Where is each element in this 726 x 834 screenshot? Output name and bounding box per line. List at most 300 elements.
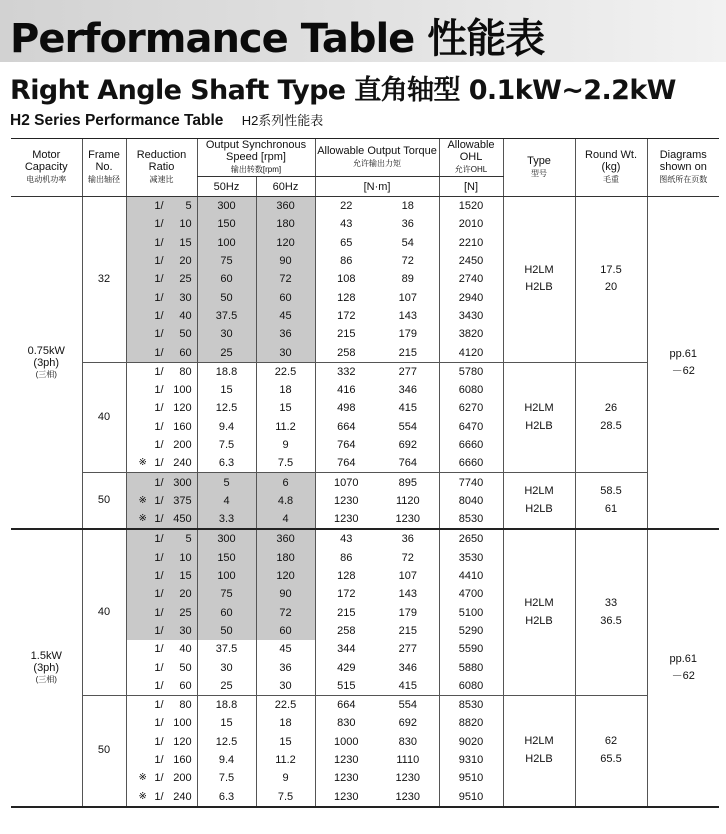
ohl-cell: 5290 bbox=[439, 622, 503, 640]
footnote-mark: ※ bbox=[138, 790, 147, 802]
weight-value: 58.5 bbox=[600, 485, 622, 498]
speed-50hz-cell: 15 bbox=[197, 714, 256, 732]
type-value: H2LM bbox=[524, 485, 554, 498]
speed-60hz-cell: 180 bbox=[256, 215, 315, 233]
torque-50hz-cell: 258 bbox=[315, 622, 377, 640]
motor-capacity-value: 1.5kW (3ph) bbox=[30, 650, 62, 675]
ratio-value bbox=[131, 347, 191, 359]
col-output-torque bbox=[315, 139, 439, 177]
ohl-cell: 6660 bbox=[439, 454, 503, 473]
performance-table-body bbox=[11, 197, 719, 807]
reduction-ratio-cell bbox=[126, 567, 197, 585]
speed-60hz-cell: 72 bbox=[256, 604, 315, 622]
reduction-ratio-cell bbox=[126, 696, 197, 715]
reduction-ratio-cell bbox=[126, 585, 197, 603]
col-speed-label-cn: 输出转数[rpm] bbox=[230, 165, 282, 174]
weight-value: 65.5 bbox=[600, 752, 622, 765]
ratio-denominator: 160 bbox=[173, 420, 192, 433]
type-value: H2LB bbox=[525, 502, 553, 515]
type-value: H2LB bbox=[525, 281, 553, 294]
ratio-denominator: 20 bbox=[179, 588, 192, 601]
torque-50hz-cell: 332 bbox=[315, 362, 377, 381]
speed-60hz-cell: 15 bbox=[256, 733, 315, 751]
speed-60hz-cell: 36 bbox=[256, 325, 315, 343]
torque-60hz-cell: 179 bbox=[398, 328, 417, 341]
ratio-value bbox=[131, 366, 191, 378]
torque-60hz-cell: 72 bbox=[401, 255, 414, 268]
ratio-prefix: 1/ bbox=[154, 273, 164, 286]
speed-60hz-cell: 7.5 bbox=[256, 454, 315, 473]
round-weight-cell bbox=[575, 473, 647, 529]
speed-50hz-cell: 30 bbox=[197, 658, 256, 676]
torque-60hz-cell: 107 bbox=[398, 570, 417, 583]
torque-60hz-cell: 415 bbox=[377, 677, 439, 696]
ratio-prefix: 1/ bbox=[154, 717, 164, 730]
speed-50hz-cell: 60 bbox=[197, 604, 256, 622]
ratio-value bbox=[131, 607, 191, 619]
reduction-ratio-cell bbox=[126, 418, 197, 436]
ratio-denominator: 80 bbox=[179, 365, 192, 378]
ohl-cell: 3430 bbox=[439, 307, 503, 325]
torque-60hz-cell: 692 bbox=[398, 717, 417, 730]
motor-capacity-cn: (三相) bbox=[35, 675, 57, 685]
weight-value: 36.5 bbox=[600, 614, 622, 627]
type-cell bbox=[503, 529, 575, 695]
ratio-denominator: 160 bbox=[173, 754, 192, 767]
type-value: H2LB bbox=[525, 419, 553, 432]
ratio-prefix: 1/ bbox=[154, 790, 164, 803]
torque-60hz-cell: 215 bbox=[398, 624, 417, 637]
weight-value: 17.5 bbox=[600, 263, 622, 276]
frame-no-cell: 40 bbox=[82, 529, 126, 695]
torque-60hz-cell: 277 bbox=[398, 365, 417, 378]
ohl-cell: 5880 bbox=[439, 658, 503, 676]
type-cell bbox=[503, 362, 575, 473]
reduction-ratio-cell bbox=[126, 307, 197, 325]
col-weight-label-cn: 毛重 bbox=[603, 175, 620, 184]
ratio-prefix: 1/ bbox=[154, 236, 164, 249]
ratio-value bbox=[131, 699, 191, 711]
speed-60hz-cell: 90 bbox=[256, 252, 315, 270]
speed-60hz-cell: 120 bbox=[256, 567, 315, 585]
ohl-cell: 5780 bbox=[439, 362, 503, 381]
ratio-prefix: 1/ bbox=[154, 661, 164, 674]
page-subtitle: Right Angle Shaft Type 直角轴型 0.1kW∼2.2kW bbox=[10, 75, 676, 106]
reduction-ratio-cell bbox=[126, 529, 197, 548]
torque-50hz-cell: 108 bbox=[315, 270, 377, 288]
ratio-value bbox=[131, 255, 191, 267]
torque-50hz-cell: 1230 bbox=[315, 751, 377, 769]
torque-50hz-cell: 128 bbox=[315, 567, 377, 585]
ratio-prefix: 1/ bbox=[154, 384, 164, 397]
ratio-prefix: 1/ bbox=[154, 255, 164, 268]
reduction-ratio-cell bbox=[126, 197, 197, 216]
reduction-ratio-cell bbox=[126, 325, 197, 343]
ohl-cell: 9510 bbox=[439, 769, 503, 787]
ratio-prefix: 1/ bbox=[154, 624, 164, 637]
torque-60hz-cell: 764 bbox=[377, 454, 439, 473]
reduction-ratio-cell bbox=[126, 640, 197, 658]
ratio-prefix: 1/ bbox=[154, 439, 164, 451]
col-ohl-unit: [N] bbox=[439, 177, 503, 197]
reduction-ratio-cell bbox=[126, 677, 197, 696]
torque-50hz-cell: 43 bbox=[315, 215, 377, 233]
type-value: H2LM bbox=[524, 402, 554, 415]
col-ohl-label-cn: 允许OHL bbox=[454, 165, 488, 174]
speed-60hz-cell: 4 bbox=[256, 510, 315, 529]
ratio-prefix: 1/ bbox=[154, 200, 164, 213]
ratio-denominator: 60 bbox=[179, 346, 192, 359]
speed-60hz-cell: 120 bbox=[256, 234, 315, 252]
ratio-prefix: 1/ bbox=[154, 328, 164, 341]
speed-50hz-cell: 50 bbox=[197, 288, 256, 306]
weight-value: 62 bbox=[604, 735, 618, 748]
diagrams-cell: pp.61 －62 bbox=[647, 529, 719, 806]
speed-50hz-cell: 37.5 bbox=[197, 640, 256, 658]
speed-50hz-cell: 100 bbox=[197, 234, 256, 252]
speed-60hz-cell: 60 bbox=[256, 622, 315, 640]
ratio-prefix: 1/ bbox=[154, 679, 164, 692]
ratio-prefix: 1/ bbox=[154, 420, 164, 433]
ohl-cell: 6080 bbox=[439, 677, 503, 696]
ohl-cell: 4120 bbox=[439, 343, 503, 362]
frame-no-cell: 40 bbox=[82, 362, 126, 473]
col-output-speed bbox=[197, 139, 315, 177]
col-diagrams-label: Diagrams shown on bbox=[659, 149, 707, 173]
ohl-cell: 9020 bbox=[439, 733, 503, 751]
round-weight-cell bbox=[575, 362, 647, 473]
torque-60hz-cell: 277 bbox=[398, 643, 417, 656]
col-motor-capacity bbox=[11, 139, 82, 197]
motor-capacity-cn: (三相) bbox=[35, 369, 57, 379]
ohl-cell: 2740 bbox=[439, 270, 503, 288]
torque-60hz-cell: 554 bbox=[398, 699, 417, 712]
ratio-value bbox=[131, 717, 191, 729]
col-diagrams bbox=[647, 139, 719, 197]
reduction-ratio-cell bbox=[126, 234, 197, 252]
ohl-cell: 3820 bbox=[439, 325, 503, 343]
col-torque-unit: [N·m] bbox=[315, 177, 439, 197]
torque-60hz-cell: 346 bbox=[398, 384, 417, 397]
torque-60hz-cell: 54 bbox=[401, 236, 414, 249]
diagrams-cell: pp.61 －62 bbox=[647, 197, 719, 530]
ratio-denominator: 200 bbox=[173, 772, 192, 785]
ratio-value bbox=[131, 402, 191, 414]
speed-50hz-cell: 12.5 bbox=[197, 733, 256, 751]
speed-50hz-cell: 75 bbox=[197, 585, 256, 603]
reduction-ratio-cell bbox=[126, 270, 197, 288]
type-value: H2LB bbox=[525, 614, 553, 627]
speed-50hz-cell: 7.5 bbox=[197, 436, 256, 454]
col-motor-label-cn: 电动机功率 bbox=[26, 175, 67, 184]
speed-60hz-cell: 30 bbox=[256, 677, 315, 696]
reduction-ratio-cell bbox=[126, 549, 197, 567]
ratio-denominator: 375 bbox=[173, 494, 192, 507]
col-frame-label-cn: 输出轴径 bbox=[88, 175, 120, 184]
torque-50hz-cell: 416 bbox=[315, 381, 377, 399]
round-weight-cell bbox=[575, 197, 647, 363]
torque-50hz-cell: 1230 bbox=[315, 492, 377, 510]
ratio-prefix: 1/ bbox=[154, 513, 164, 526]
col-round-weight bbox=[575, 139, 647, 197]
torque-50hz-cell: 429 bbox=[315, 658, 377, 676]
ratio-value bbox=[131, 477, 191, 489]
ratio-prefix: 1/ bbox=[154, 346, 164, 359]
torque-60hz-cell: 36 bbox=[401, 218, 414, 231]
col-ratio-label: Reduction Ratio bbox=[136, 149, 187, 173]
col-torque-label: Allowable Output Torque bbox=[317, 145, 437, 157]
torque-60hz-cell: 18 bbox=[401, 200, 414, 213]
torque-50hz-cell: 764 bbox=[315, 436, 377, 454]
ohl-cell: 6660 bbox=[439, 436, 503, 454]
speed-50hz-cell: 15 bbox=[197, 381, 256, 399]
round-weight-cell bbox=[575, 529, 647, 695]
ratio-denominator: 25 bbox=[179, 606, 192, 619]
ratio-denominator: 240 bbox=[173, 457, 192, 470]
speed-50hz-cell: 7.5 bbox=[197, 769, 256, 787]
footnote-mark: ※ bbox=[138, 457, 147, 469]
col-ohl-label: Allowable OHL bbox=[447, 139, 495, 163]
ohl-cell: 5100 bbox=[439, 604, 503, 622]
ratio-prefix: 1/ bbox=[154, 309, 164, 322]
ratio-prefix: 1/ bbox=[154, 218, 164, 231]
torque-50hz-cell: 344 bbox=[315, 640, 377, 658]
table-row bbox=[11, 696, 719, 715]
speed-50hz-cell: 37.5 bbox=[197, 307, 256, 325]
col-speed-label: Output Synchronous Speed [rpm] bbox=[205, 139, 307, 163]
ratio-denominator: 25 bbox=[179, 273, 192, 286]
reduction-ratio-cell bbox=[126, 454, 197, 473]
speed-50hz-cell: 6.3 bbox=[197, 454, 256, 473]
ratio-value bbox=[131, 625, 191, 637]
ratio-prefix: 1/ bbox=[154, 606, 164, 619]
col-type bbox=[503, 139, 575, 197]
speed-60hz-cell: 360 bbox=[256, 197, 315, 216]
speed-50hz-cell: 100 bbox=[197, 567, 256, 585]
reduction-ratio-cell bbox=[126, 473, 197, 492]
col-ratio-label-cn: 减速比 bbox=[149, 175, 174, 184]
motor-capacity-cell bbox=[11, 529, 82, 806]
torque-50hz-cell: 215 bbox=[315, 325, 377, 343]
ratio-prefix: 1/ bbox=[154, 291, 164, 304]
frame-no-cell: 50 bbox=[82, 696, 126, 807]
torque-50hz-cell: 172 bbox=[315, 307, 377, 325]
ratio-prefix: 1/ bbox=[154, 588, 164, 601]
ratio-denominator: 40 bbox=[179, 643, 192, 656]
speed-50hz-cell: 50 bbox=[197, 622, 256, 640]
reduction-ratio-cell bbox=[126, 622, 197, 640]
weight-value: 20 bbox=[604, 281, 618, 294]
table-row bbox=[11, 529, 719, 548]
speed-50hz-cell: 4 bbox=[197, 492, 256, 510]
ratio-prefix: 1/ bbox=[154, 476, 164, 489]
speed-60hz-cell: 15 bbox=[256, 399, 315, 417]
reduction-ratio-cell bbox=[126, 788, 197, 807]
page-title: Performance Table 性能表 bbox=[10, 16, 545, 62]
speed-60hz-cell: 180 bbox=[256, 549, 315, 567]
series-heading bbox=[10, 110, 323, 130]
torque-50hz-cell: 258 bbox=[315, 343, 377, 362]
speed-60hz-cell: 36 bbox=[256, 658, 315, 676]
ratio-denominator: 200 bbox=[173, 439, 192, 451]
speed-50hz-cell: 300 bbox=[197, 197, 256, 216]
speed-50hz-cell: 9.4 bbox=[197, 751, 256, 769]
speed-60hz-cell: 9 bbox=[256, 769, 315, 787]
speed-60hz-cell: 90 bbox=[256, 585, 315, 603]
type-cell bbox=[503, 197, 575, 363]
ohl-cell: 8820 bbox=[439, 714, 503, 732]
col-weight-label: Round Wt. (kg) bbox=[585, 149, 637, 173]
torque-60hz-cell: 554 bbox=[398, 420, 417, 433]
torque-60hz-cell: 895 bbox=[398, 476, 417, 489]
torque-50hz-cell: 1230 bbox=[315, 510, 377, 529]
torque-50hz-cell: 1070 bbox=[315, 473, 377, 492]
ratio-denominator: 120 bbox=[173, 402, 192, 415]
speed-60hz-cell: 18 bbox=[256, 714, 315, 732]
ratio-value bbox=[131, 588, 191, 600]
reduction-ratio-cell bbox=[126, 288, 197, 306]
reduction-ratio-cell bbox=[126, 769, 197, 787]
reduction-ratio-cell bbox=[126, 215, 197, 233]
ohl-cell: 7740 bbox=[439, 473, 503, 492]
ratio-denominator: 10 bbox=[179, 551, 192, 564]
torque-50hz-cell: 1000 bbox=[315, 733, 377, 751]
ohl-cell: 2450 bbox=[439, 252, 503, 270]
col-speed-60hz: 60Hz bbox=[256, 177, 315, 197]
ratio-denominator: 30 bbox=[179, 624, 192, 637]
ratio-value bbox=[131, 292, 191, 304]
speed-60hz-cell: 72 bbox=[256, 270, 315, 288]
reduction-ratio-cell bbox=[126, 362, 197, 381]
speed-60hz-cell: 30 bbox=[256, 343, 315, 362]
ratio-value bbox=[131, 421, 191, 433]
torque-60hz-cell: 1120 bbox=[395, 494, 420, 507]
reduction-ratio-cell bbox=[126, 252, 197, 270]
performance-table bbox=[11, 138, 719, 808]
weight-value: 28.5 bbox=[600, 419, 622, 432]
torque-60hz-cell: 143 bbox=[398, 588, 417, 601]
speed-50hz-cell: 12.5 bbox=[197, 399, 256, 417]
reduction-ratio-cell bbox=[126, 714, 197, 732]
torque-50hz-cell: 664 bbox=[315, 418, 377, 436]
ratio-denominator: 5 bbox=[185, 533, 192, 546]
speed-60hz-cell: 7.5 bbox=[256, 788, 315, 807]
reduction-ratio-cell bbox=[126, 492, 197, 510]
speed-50hz-cell: 5 bbox=[197, 473, 256, 492]
ratio-denominator: 30 bbox=[179, 291, 192, 304]
speed-60hz-cell: 60 bbox=[256, 288, 315, 306]
ratio-prefix: 1/ bbox=[154, 494, 164, 507]
ratio-prefix: 1/ bbox=[154, 643, 164, 656]
ohl-cell: 4700 bbox=[439, 585, 503, 603]
ohl-cell: 4410 bbox=[439, 567, 503, 585]
torque-60hz-cell: 1230 bbox=[377, 510, 439, 529]
speed-60hz-cell: 45 bbox=[256, 640, 315, 658]
ratio-denominator: 15 bbox=[179, 570, 192, 583]
ohl-cell: 2940 bbox=[439, 288, 503, 306]
ratio-denominator: 240 bbox=[173, 790, 192, 803]
reduction-ratio-cell bbox=[126, 381, 197, 399]
ratio-denominator: 120 bbox=[173, 735, 192, 748]
ohl-cell: 9510 bbox=[439, 788, 503, 807]
torque-50hz-cell: 22 bbox=[315, 197, 377, 216]
torque-60hz-cell: 1230 bbox=[377, 788, 439, 807]
ratio-prefix: 1/ bbox=[154, 533, 164, 546]
type-value: H2LM bbox=[524, 263, 554, 276]
ratio-denominator: 100 bbox=[173, 384, 192, 397]
ratio-denominator: 20 bbox=[179, 255, 192, 268]
col-ohl bbox=[439, 139, 503, 177]
ratio-prefix: 1/ bbox=[154, 772, 164, 785]
ratio-denominator: 100 bbox=[173, 717, 192, 730]
torque-60hz-cell: 143 bbox=[398, 309, 417, 322]
speed-60hz-cell: 360 bbox=[256, 529, 315, 548]
speed-50hz-cell: 30 bbox=[197, 325, 256, 343]
torque-60hz-cell: 179 bbox=[398, 606, 417, 619]
reduction-ratio-cell bbox=[126, 733, 197, 751]
torque-60hz-cell: 830 bbox=[398, 735, 417, 748]
ohl-cell: 2650 bbox=[439, 529, 503, 548]
ohl-cell: 6270 bbox=[439, 399, 503, 417]
ratio-value bbox=[131, 570, 191, 582]
speed-50hz-cell: 18.8 bbox=[197, 696, 256, 715]
torque-50hz-cell: 830 bbox=[315, 714, 377, 732]
col-reduction-ratio bbox=[126, 139, 197, 197]
speed-50hz-cell: 6.3 bbox=[197, 788, 256, 807]
torque-60hz-cell: 692 bbox=[398, 439, 417, 451]
torque-50hz-cell: 43 bbox=[315, 529, 377, 548]
torque-60hz-cell: 36 bbox=[401, 533, 414, 546]
footnote-mark: ※ bbox=[138, 494, 147, 506]
ratio-value bbox=[131, 273, 191, 285]
reduction-ratio-cell bbox=[126, 604, 197, 622]
speed-50hz-cell: 60 bbox=[197, 270, 256, 288]
ratio-value bbox=[131, 310, 191, 322]
table-row bbox=[11, 473, 719, 492]
ratio-value bbox=[131, 533, 191, 545]
ratio-value bbox=[131, 736, 191, 748]
speed-60hz-cell: 9 bbox=[256, 436, 315, 454]
torque-50hz-cell: 86 bbox=[315, 252, 377, 270]
ratio-value bbox=[131, 237, 191, 249]
ratio-value bbox=[131, 200, 191, 212]
ratio-denominator: 50 bbox=[179, 328, 192, 341]
col-diagrams-label-cn: 图纸所在页数 bbox=[659, 175, 708, 184]
ohl-cell: 3530 bbox=[439, 549, 503, 567]
ratio-denominator: 50 bbox=[179, 661, 192, 674]
col-frame-label: Frame No. bbox=[88, 149, 120, 173]
speed-60hz-cell: 11.2 bbox=[256, 751, 315, 769]
col-type-label: Type bbox=[527, 155, 551, 167]
ratio-prefix: 1/ bbox=[154, 457, 164, 470]
speed-60hz-cell: 18 bbox=[256, 381, 315, 399]
ohl-cell: 2210 bbox=[439, 234, 503, 252]
torque-50hz-cell: 498 bbox=[315, 399, 377, 417]
ratio-value bbox=[131, 662, 191, 674]
weight-value: 33 bbox=[604, 597, 618, 610]
ohl-cell: 8040 bbox=[439, 492, 503, 510]
ohl-cell: 8530 bbox=[439, 696, 503, 715]
torque-50hz-cell: 172 bbox=[315, 585, 377, 603]
torque-50hz-cell: 1230 bbox=[315, 769, 377, 787]
ratio-value bbox=[131, 754, 191, 766]
torque-50hz-cell: 65 bbox=[315, 234, 377, 252]
type-cell bbox=[503, 696, 575, 807]
reduction-ratio-cell bbox=[126, 436, 197, 454]
torque-60hz-cell: 346 bbox=[398, 661, 417, 674]
ratio-prefix: 1/ bbox=[154, 402, 164, 415]
col-type-label-cn: 型号 bbox=[531, 169, 548, 178]
